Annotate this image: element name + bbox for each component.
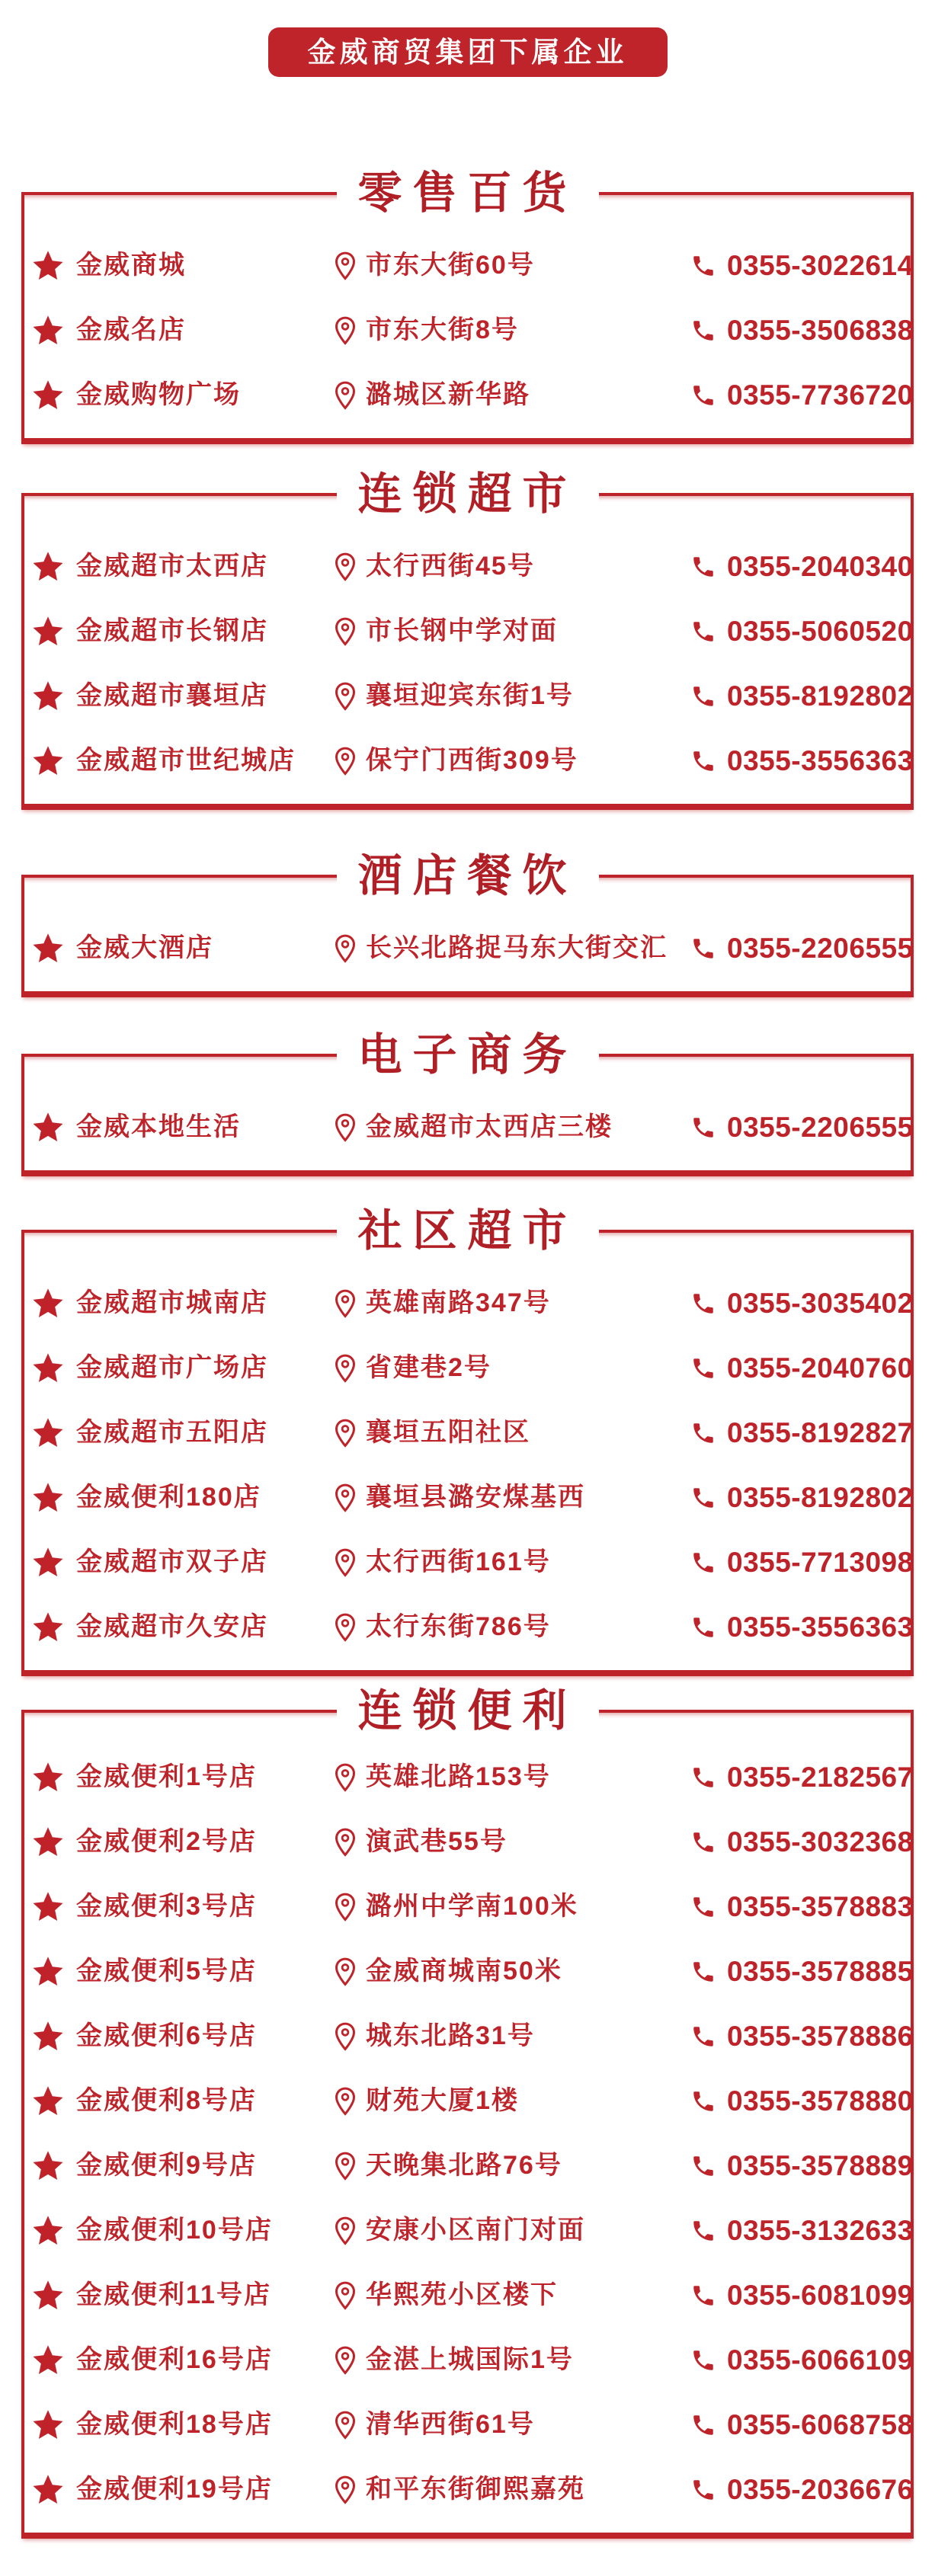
store-row <box>24 2392 914 2457</box>
store-phone-cell <box>690 251 914 280</box>
store-address: 襄垣五阳社区 <box>366 1417 530 1447</box>
phone-icon <box>690 2283 716 2309</box>
page-title: 金威商贸集团下属企业 <box>268 27 668 77</box>
star-icon <box>30 549 66 584</box>
store-address-cell <box>334 934 690 963</box>
store-name: 金威超市世纪城店 <box>76 745 296 775</box>
store-address-cell <box>334 1289 690 1318</box>
section-rows <box>24 1271 914 1659</box>
store-phone-cell <box>690 682 914 710</box>
store-name: 金威便利5号店 <box>76 1956 257 1986</box>
store-row <box>24 1874 914 1939</box>
location-pin-icon <box>334 1763 357 1792</box>
store-address: 市东大街60号 <box>366 250 535 280</box>
store-address-cell <box>334 617 690 646</box>
star-icon <box>30 2278 66 2313</box>
store-name-cell <box>30 248 334 283</box>
section-title: 零售百货 <box>336 168 598 219</box>
phone-icon <box>690 253 716 279</box>
star-icon <box>30 2472 66 2507</box>
phone-icon <box>690 1355 716 1381</box>
store-phone-cell <box>690 2475 914 2504</box>
store-address-cell <box>334 1828 690 1857</box>
store-address-cell <box>334 251 690 280</box>
phone-icon <box>690 2347 716 2373</box>
store-phone-cell <box>690 2152 914 2180</box>
store-address-cell <box>334 1613 690 1642</box>
store-phone-cell <box>690 2411 914 2439</box>
phone-icon <box>690 1894 716 1920</box>
store-phone-cell <box>690 1613 914 1641</box>
store-address: 潞城区新华路 <box>366 379 530 409</box>
location-pin-icon <box>334 251 357 280</box>
star-icon <box>30 2149 66 2184</box>
store-name-cell <box>30 2278 334 2313</box>
store-row <box>24 363 914 427</box>
store-phone: 0355-8192802 <box>727 680 914 712</box>
store-phone: 0355-8192827 <box>727 1417 914 1448</box>
store-address-cell <box>334 1354 690 1383</box>
store-phone: 0355-6081099 <box>727 2280 914 2311</box>
store-name-cell <box>30 1760 334 1795</box>
star-icon <box>30 2408 66 2443</box>
store-name: 金威便利3号店 <box>76 1891 257 1921</box>
store-address-cell <box>334 2087 690 2116</box>
store-phone-cell <box>690 552 914 581</box>
store-row <box>24 2133 914 2198</box>
phone-icon <box>690 1420 716 1446</box>
location-pin-icon <box>334 1893 357 1922</box>
store-address-cell <box>334 381 690 410</box>
store-address: 安康小区南门对面 <box>366 2215 585 2245</box>
store-phone: 0355-2036676 <box>727 2474 914 2505</box>
store-phone: 0355-3578880 <box>727 2085 914 2117</box>
phone-icon <box>690 936 716 962</box>
store-phone: 0355-3022614 <box>727 250 914 281</box>
phone-icon <box>690 2218 716 2244</box>
store-address: 潞州中学南100米 <box>366 1891 578 1921</box>
store-phone: 0355-6066109 <box>727 2344 914 2376</box>
section-box <box>21 166 914 444</box>
location-pin-icon <box>334 2152 357 2181</box>
store-phone: 0355-5060520 <box>727 616 914 647</box>
store-name-cell <box>30 1825 334 1860</box>
star-icon <box>30 2019 66 2054</box>
phone-icon <box>690 1614 716 1640</box>
store-phone: 0355-3578885 <box>727 1956 914 1987</box>
store-address-cell <box>334 1957 690 1986</box>
phone-icon <box>690 382 716 408</box>
store-row <box>24 534 914 599</box>
location-pin-icon <box>334 1289 357 1318</box>
star-icon <box>30 248 66 283</box>
store-row <box>24 599 914 664</box>
store-row <box>24 1595 914 1659</box>
store-row <box>24 1400 914 1465</box>
store-phone-cell <box>690 1419 914 1447</box>
star-icon <box>30 744 66 779</box>
store-address: 英雄南路347号 <box>366 1288 551 1317</box>
store-name: 金威超市城南店 <box>76 1288 268 1317</box>
store-address-cell <box>334 1763 690 1792</box>
store-row <box>24 2328 914 2392</box>
location-pin-icon <box>334 2087 357 2116</box>
store-phone-cell <box>690 1893 914 1921</box>
store-name-cell <box>30 744 334 779</box>
store-row <box>24 1095 914 1160</box>
store-phone: 0355-3132633 <box>727 2215 914 2246</box>
store-address: 华熙苑小区楼下 <box>366 2280 558 2309</box>
store-address: 演武巷55号 <box>366 1826 508 1856</box>
star-icon <box>30 614 66 649</box>
location-pin-icon <box>334 934 357 963</box>
store-phone: 0355-2040760 <box>727 1352 914 1384</box>
section-rows <box>24 916 914 981</box>
section-rows <box>24 534 914 793</box>
store-address-cell <box>334 2281 690 2310</box>
store-phone-cell <box>690 381 914 409</box>
store-phone-cell <box>690 1113 914 1141</box>
star-icon <box>30 679 66 714</box>
store-address: 市长钢中学对面 <box>366 616 558 645</box>
store-name-cell <box>30 1480 334 1515</box>
store-phone-cell <box>690 2216 914 2245</box>
store-address: 和平东街御熙嘉苑 <box>366 2474 585 2504</box>
location-pin-icon <box>334 747 357 776</box>
location-pin-icon <box>334 2411 357 2440</box>
store-row <box>24 728 914 793</box>
location-pin-icon <box>334 316 357 345</box>
phone-icon <box>690 2024 716 2050</box>
location-pin-icon <box>334 1354 357 1383</box>
star-icon <box>30 1545 66 1580</box>
phone-icon <box>690 1959 716 1985</box>
store-name-cell <box>30 1416 334 1451</box>
store-name: 金威超市广场店 <box>76 1352 268 1382</box>
phone-icon <box>690 1485 716 1511</box>
star-icon <box>30 1416 66 1451</box>
store-name: 金威便利6号店 <box>76 2021 257 2050</box>
store-phone: 0355-2040340 <box>727 551 914 582</box>
store-name-cell <box>30 2472 334 2507</box>
store-address: 太行西街161号 <box>366 1547 551 1576</box>
location-pin-icon <box>334 1548 357 1577</box>
phone-icon <box>690 1765 716 1790</box>
store-name: 金威便利10号店 <box>76 2215 273 2245</box>
store-name-cell <box>30 2019 334 2054</box>
location-pin-icon <box>334 1828 357 1857</box>
store-name: 金威商城 <box>76 250 186 280</box>
store-phone: 0355-8192802 <box>727 1482 914 1513</box>
store-name-cell <box>30 1286 334 1321</box>
phone-icon <box>690 1291 716 1317</box>
star-icon <box>30 313 66 348</box>
star-icon <box>30 1351 66 1386</box>
phone-icon <box>690 2477 716 2503</box>
store-row <box>24 2004 914 2069</box>
star-icon <box>30 2343 66 2378</box>
store-name: 金威便利19号店 <box>76 2474 273 2504</box>
store-phone: 0355-3506838 <box>727 315 914 346</box>
store-address: 太行东街786号 <box>366 1611 551 1641</box>
store-address: 金湛上城国际1号 <box>366 2344 574 2374</box>
store-phone: 0355-2182567 <box>727 1762 914 1793</box>
store-address: 金威超市太西店三楼 <box>366 1112 613 1141</box>
section-box <box>21 1684 914 2539</box>
store-phone-cell <box>690 1289 914 1317</box>
star-icon <box>30 1286 66 1321</box>
location-pin-icon <box>334 552 357 581</box>
store-name-cell <box>30 2408 334 2443</box>
star-icon <box>30 378 66 413</box>
store-name: 金威超市太西店 <box>76 551 268 581</box>
store-name-cell <box>30 931 334 966</box>
store-name-cell <box>30 2149 334 2184</box>
phone-icon <box>690 1550 716 1576</box>
section-title: 电子商务 <box>336 1029 598 1080</box>
store-address-cell <box>334 1419 690 1448</box>
star-icon <box>30 1825 66 1860</box>
location-pin-icon <box>334 2475 357 2504</box>
store-name-cell <box>30 1110 334 1145</box>
location-pin-icon <box>334 1419 357 1448</box>
store-name-cell <box>30 2213 334 2248</box>
store-phone-cell <box>690 1828 914 1856</box>
store-name: 金威超市五阳店 <box>76 1417 268 1447</box>
store-row <box>24 298 914 363</box>
store-name-cell <box>30 679 334 714</box>
store-phone-cell <box>690 316 914 344</box>
store-phone: 0355-7713098 <box>727 1547 914 1578</box>
store-row <box>24 1465 914 1530</box>
store-name-cell <box>30 2084 334 2119</box>
section-rows <box>24 1095 914 1160</box>
star-icon <box>30 2213 66 2248</box>
phone-icon <box>690 748 716 774</box>
store-address-cell <box>334 2411 690 2440</box>
store-phone-cell <box>690 1763 914 1791</box>
section-rows <box>24 1745 914 2522</box>
store-phone: 0355-3578886 <box>727 2021 914 2052</box>
store-name: 金威便利11号店 <box>76 2280 271 2309</box>
store-phone-cell <box>690 2022 914 2050</box>
store-name-cell <box>30 313 334 348</box>
store-name: 金威超市双子店 <box>76 1547 268 1576</box>
store-name: 金威便利16号店 <box>76 2344 273 2374</box>
store-address-cell <box>334 552 690 581</box>
store-phone: 0355-3556363 <box>727 1611 914 1643</box>
store-row <box>24 2263 914 2328</box>
store-phone: 0355-3578889 <box>727 2150 914 2181</box>
store-phone: 0355-3578883 <box>727 1891 914 1922</box>
store-address-cell <box>334 2346 690 2375</box>
store-address-cell <box>334 2475 690 2504</box>
phone-icon <box>690 2412 716 2438</box>
store-name: 金威大酒店 <box>76 933 213 962</box>
store-row <box>24 1810 914 1874</box>
store-row <box>24 233 914 298</box>
store-address-cell <box>334 2152 690 2181</box>
store-address: 财苑大厦1楼 <box>366 2085 519 2115</box>
store-address: 长兴北路捉马东大街交汇 <box>366 933 668 962</box>
store-address-cell <box>334 747 690 776</box>
phone-icon <box>690 318 716 344</box>
star-icon <box>30 1480 66 1515</box>
phone-icon <box>690 1829 716 1855</box>
sections <box>0 166 935 2572</box>
store-address-cell <box>334 1548 690 1577</box>
store-name-cell <box>30 1351 334 1386</box>
store-phone: 0355-2206555 <box>727 1112 914 1143</box>
phone-icon <box>690 554 716 580</box>
section-box <box>21 467 914 810</box>
location-pin-icon <box>334 1113 357 1142</box>
store-address-cell <box>334 1113 690 1142</box>
store-phone: 0355-3035402 <box>727 1288 914 1319</box>
store-address: 省建巷2号 <box>366 1352 492 1382</box>
store-name-cell <box>30 1954 334 1989</box>
store-address: 天晚集北路76号 <box>366 2150 562 2180</box>
store-row <box>24 1745 914 1810</box>
location-pin-icon <box>334 682 357 711</box>
location-pin-icon <box>334 381 357 410</box>
store-phone-cell <box>690 2346 914 2374</box>
store-address: 襄垣县潞安煤基西 <box>366 1482 585 1512</box>
store-name: 金威超市长钢店 <box>76 616 268 645</box>
location-pin-icon <box>334 2346 357 2375</box>
store-address-cell <box>334 1893 690 1922</box>
store-name: 金威便利1号店 <box>76 1762 257 1791</box>
store-name: 金威便利9号店 <box>76 2150 257 2180</box>
location-pin-icon <box>334 2216 357 2245</box>
section-box <box>21 849 914 997</box>
phone-icon <box>690 2088 716 2114</box>
phone-icon <box>690 619 716 645</box>
store-address: 市东大街8号 <box>366 315 519 344</box>
phone-icon <box>690 683 716 709</box>
store-address: 清华西街61号 <box>366 2409 535 2439</box>
section-rows <box>24 233 914 427</box>
section-title: 酒店餐饮 <box>336 850 598 901</box>
star-icon <box>30 1110 66 1145</box>
location-pin-icon <box>334 617 357 646</box>
phone-icon <box>690 1115 716 1141</box>
store-phone: 0355-3032368 <box>727 1826 914 1858</box>
store-row <box>24 2198 914 2263</box>
store-name: 金威便利180店 <box>76 1482 261 1512</box>
store-row <box>24 1336 914 1400</box>
store-address: 英雄北路153号 <box>366 1762 551 1791</box>
section-title: 连锁超市 <box>336 469 598 520</box>
store-name: 金威便利2号店 <box>76 1826 257 1856</box>
section-box <box>21 1204 914 1676</box>
location-pin-icon <box>334 2022 357 2051</box>
section-title: 连锁便利 <box>336 1685 598 1736</box>
store-phone-cell <box>690 1548 914 1576</box>
store-row <box>24 1939 914 2004</box>
store-name: 金威便利18号店 <box>76 2409 273 2439</box>
store-row <box>24 2069 914 2133</box>
store-row <box>24 664 914 728</box>
store-row <box>24 2457 914 2522</box>
star-icon <box>30 1610 66 1645</box>
store-phone-cell <box>690 617 914 645</box>
section-title: 社区超市 <box>336 1205 598 1256</box>
store-row <box>24 1271 914 1336</box>
store-address: 太行西街45号 <box>366 551 535 581</box>
store-phone-cell <box>690 934 914 962</box>
store-name-cell <box>30 1610 334 1645</box>
location-pin-icon <box>334 1613 357 1642</box>
store-name: 金威便利8号店 <box>76 2085 257 2115</box>
store-name-cell <box>30 378 334 413</box>
store-address-cell <box>334 682 690 711</box>
location-pin-icon <box>334 1483 357 1512</box>
store-name: 金威名店 <box>76 315 186 344</box>
store-phone-cell <box>690 1354 914 1382</box>
star-icon <box>30 1954 66 1989</box>
store-name-cell <box>30 1890 334 1925</box>
store-name: 金威超市久安店 <box>76 1611 268 1641</box>
store-address-cell <box>334 316 690 345</box>
store-phone-cell <box>690 2281 914 2309</box>
star-icon <box>30 2084 66 2119</box>
store-phone: 0355-6068758 <box>727 2409 914 2440</box>
store-row <box>24 1530 914 1595</box>
store-name: 金威本地生活 <box>76 1112 241 1141</box>
store-name: 金威购物广场 <box>76 379 241 409</box>
store-phone: 0355-3556363 <box>727 745 914 776</box>
star-icon <box>30 1760 66 1795</box>
star-icon <box>30 931 66 966</box>
store-phone-cell <box>690 1483 914 1512</box>
store-address-cell <box>334 2022 690 2051</box>
star-icon <box>30 1890 66 1925</box>
store-phone-cell <box>690 1957 914 1986</box>
store-phone-cell <box>690 747 914 775</box>
store-name-cell <box>30 614 334 649</box>
store-address-cell <box>334 2216 690 2245</box>
section-box <box>21 1028 914 1176</box>
store-name: 金威超市襄垣店 <box>76 680 268 710</box>
store-row <box>24 916 914 981</box>
store-address: 保宁门西街309号 <box>366 745 578 775</box>
store-phone-cell <box>690 2087 914 2115</box>
store-address-cell <box>334 1483 690 1512</box>
location-pin-icon <box>334 2281 357 2310</box>
store-name-cell <box>30 549 334 584</box>
store-phone: 0355-7736720 <box>727 379 914 411</box>
store-address: 金威商城南50米 <box>366 1956 562 1986</box>
store-phone: 0355-2206555 <box>727 933 914 964</box>
store-address: 城东北路31号 <box>366 2021 535 2050</box>
store-name-cell <box>30 2343 334 2378</box>
location-pin-icon <box>334 1957 357 1986</box>
phone-icon <box>690 2153 716 2179</box>
store-address: 襄垣迎宾东街1号 <box>366 680 574 710</box>
store-name-cell <box>30 1545 334 1580</box>
